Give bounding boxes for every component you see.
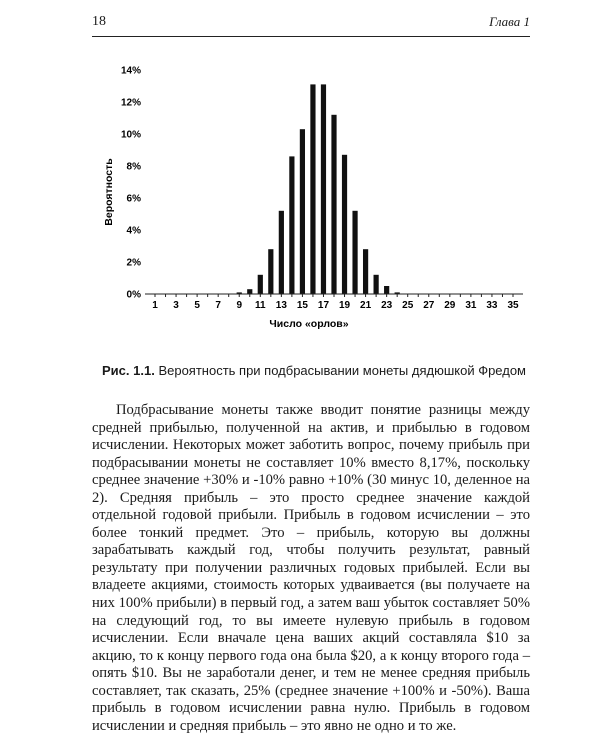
x-tick-label: 3 bbox=[173, 300, 179, 311]
bar bbox=[247, 289, 252, 294]
bar bbox=[342, 155, 347, 294]
x-tick-label: 15 bbox=[296, 300, 308, 311]
bar bbox=[374, 275, 379, 294]
bar bbox=[279, 211, 284, 294]
y-tick-label: 0% bbox=[126, 289, 141, 301]
y-tick-label: 14% bbox=[120, 65, 141, 77]
x-tick-label: 7 bbox=[215, 300, 221, 311]
y-tick-label: 8% bbox=[126, 161, 141, 173]
bar bbox=[258, 275, 263, 294]
x-tick-label: 13 bbox=[275, 300, 287, 311]
header-rule bbox=[92, 36, 530, 37]
bar bbox=[331, 115, 336, 294]
page-header bbox=[92, 14, 530, 34]
bar bbox=[321, 84, 326, 294]
x-tick-label: 21 bbox=[360, 300, 372, 311]
x-tick-label: 1 bbox=[152, 300, 158, 311]
x-tick-label: 5 bbox=[194, 300, 200, 311]
page-number: 18 bbox=[92, 14, 106, 29]
bar bbox=[363, 249, 368, 294]
y-axis-label: Вероятность bbox=[103, 158, 115, 226]
y-tick-label: 2% bbox=[126, 257, 141, 269]
figure-label: Рис. 1.1. bbox=[102, 363, 155, 378]
x-tick-label: 23 bbox=[381, 300, 393, 311]
bar bbox=[384, 286, 389, 294]
y-tick-label: 12% bbox=[120, 97, 141, 109]
bar bbox=[300, 129, 305, 294]
x-tick-label: 27 bbox=[423, 300, 435, 311]
y-tick-label: 6% bbox=[126, 193, 141, 205]
figure-caption-text: Вероятность при подбрасывании монеты дядюшкой Фредом bbox=[158, 363, 526, 378]
figure-caption bbox=[102, 363, 532, 378]
x-tick-label: 19 bbox=[338, 300, 351, 311]
bar bbox=[268, 249, 273, 294]
y-axis-ticks bbox=[121, 66, 141, 301]
x-axis-ticks bbox=[152, 294, 519, 311]
y-tick-label: 4% bbox=[126, 225, 141, 237]
bar bbox=[289, 156, 294, 294]
x-tick-label: 25 bbox=[402, 300, 414, 311]
x-tick-label: 35 bbox=[507, 300, 519, 311]
chapter-title: Глава 1 bbox=[489, 14, 530, 29]
x-axis-label: Число «орлов» bbox=[269, 318, 349, 330]
chart-svg bbox=[100, 60, 540, 340]
bar bbox=[310, 84, 315, 294]
x-tick-label: 11 bbox=[255, 300, 266, 311]
body-paragraph: Подбрасывание монеты также вводит понятие разницы между средней прибылью, полученной на актив, и прибылью в годовом исчислении. Некоторых может заботить вопрос, почему прибыль при подбрасывании монеты не составляет 10% вместо 8,17%, поскольку среднее значение +30% и -10% равно +10% (30 минус 10, деленное на 2). Средняя прибыль – это просто среднее значение каждой отдельной годовой прибыли. Прибыль в годовом исчислении – это более тонкий предмет. Это – прибыль, которую вы должны зарабатывать каждый год, чтобы получить результат, равный результату при получении различных годовых прибылей. Если вы владеете акциями, стоимость которых удваивается (вы получаете на них 100% прибыли) в первый год, а затем ваш убыток составляет 50% на следующий год, то вы имеете нулевую прибыль в годовом исчислении. Если вначале цена ваших акций составляла $10 за акцию, то к концу первого года она была $20, а к концу второго года – опять $10. Вы не заработали денег, и тем не менее средняя прибыль составляет, так сказать, 25% (среднее значение +100% и -50%). Ваша прибыль в годовом исчислении равна нулю. Прибыль в годовом исчислении и средняя прибыль – это явно не одно и то же. bbox=[92, 402, 530, 734]
chart-bars bbox=[237, 84, 400, 294]
x-tick-label: 9 bbox=[236, 300, 243, 311]
x-tick-label: 33 bbox=[486, 300, 498, 311]
x-tick-label: 31 bbox=[465, 300, 477, 311]
y-tick-label: 10% bbox=[120, 129, 141, 141]
x-tick-label: 29 bbox=[444, 300, 456, 311]
bar bbox=[352, 211, 357, 294]
probability-bar-chart bbox=[100, 60, 540, 340]
x-tick-label: 17 bbox=[317, 300, 330, 311]
